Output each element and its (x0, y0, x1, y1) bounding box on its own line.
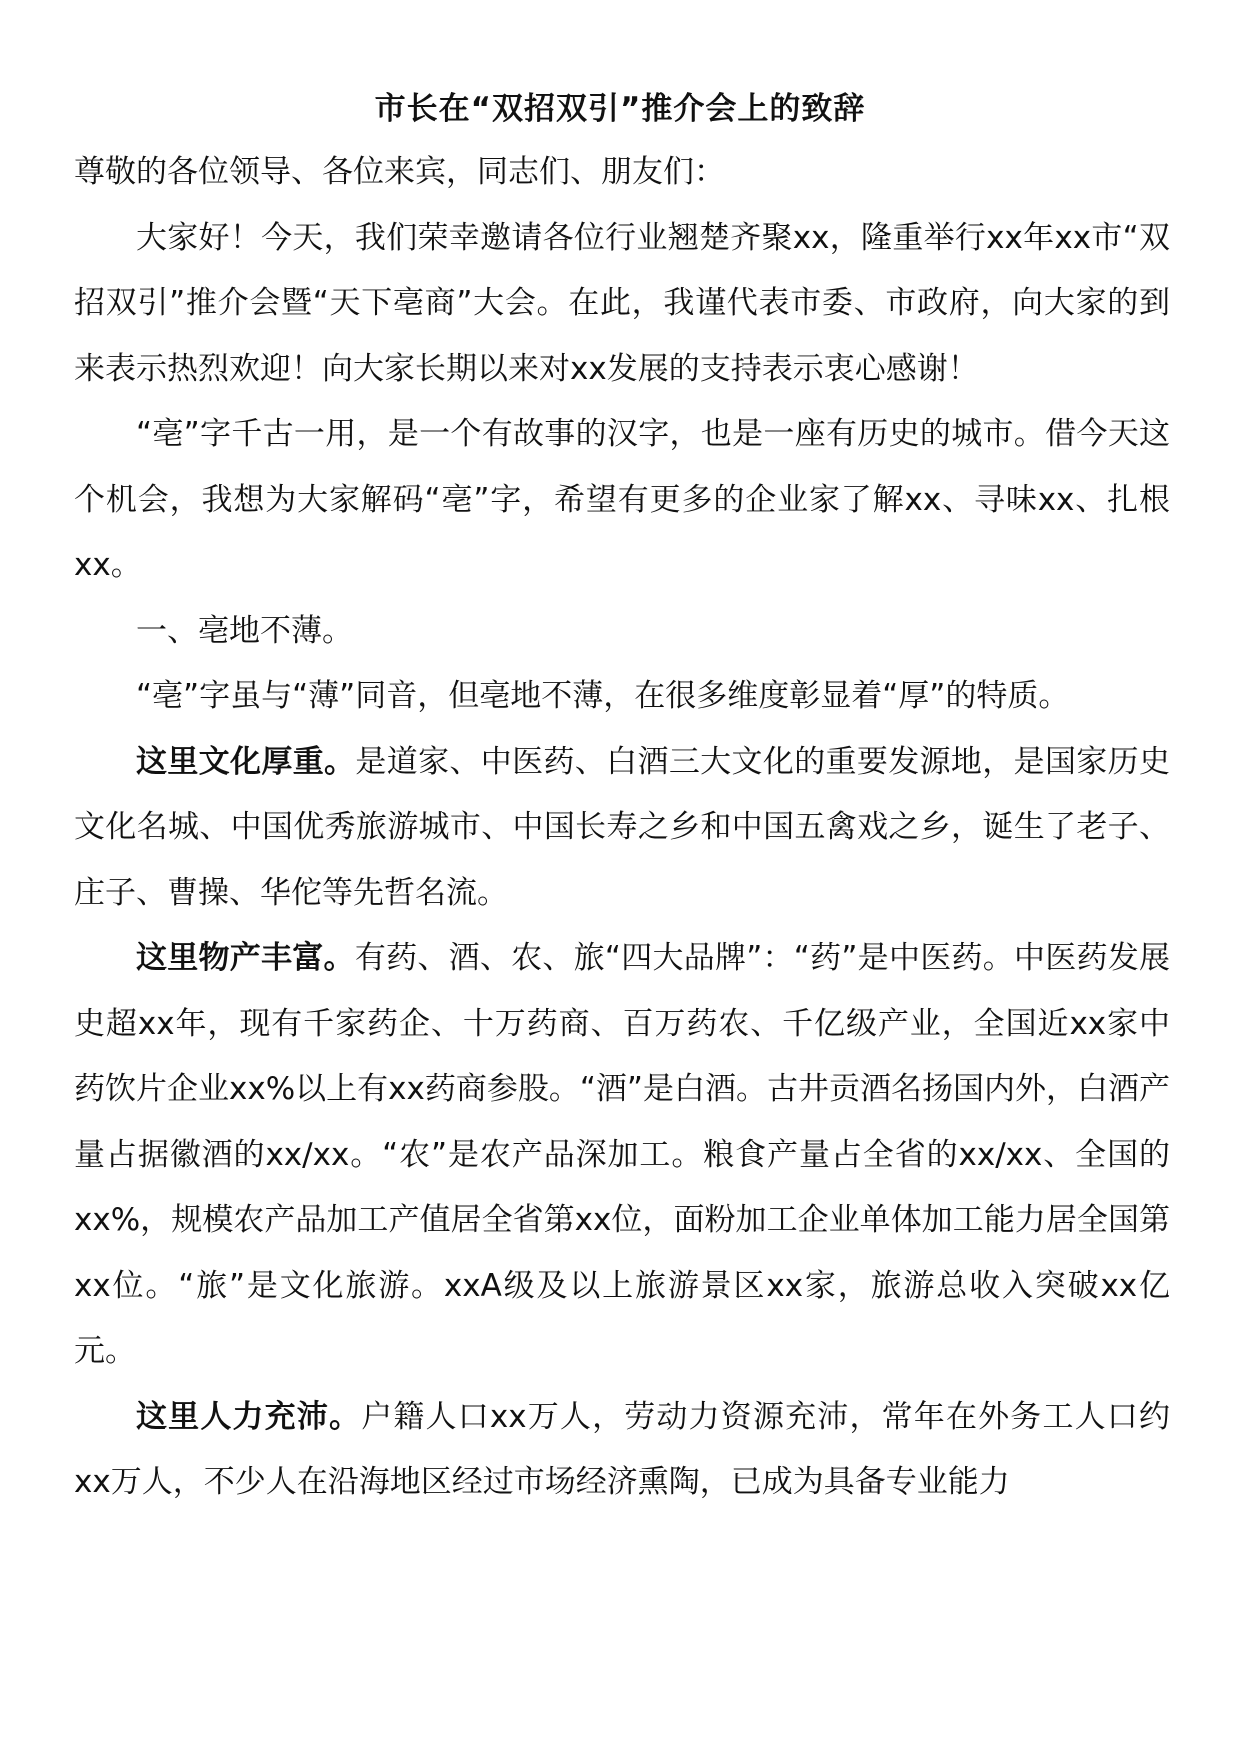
document-title: 市长在“双招双引”推介会上的致辞 (374, 91, 866, 127)
paragraph-workforce (74, 1385, 1170, 1516)
paragraph-section-intro: “亳”字虽与“薄”同音，但亳地不薄，在很多维度彰显着“厚”的特质。 (136, 678, 1070, 714)
paragraph-text: 户籍人口xx万人，劳动力资源充沛，常年在外务工人口约xx万人，不少人在沿海地区经过市场经济熏陶，已成为具备专业能力 (74, 1398, 1170, 1500)
paragraph-introduction: “亳”字千古一用，是一个有故事的汉字，也是一座有历史的城市。借今天这个机会，我想为大家解码“亳”字，希望有更多的企业家了解xx、寻味xx、扎根xx。 (74, 416, 1170, 583)
paragraph-text: 是道家、中医药、白酒三大文化的重要发源地，是国家历史文化名城、中国优秀旅游城市、中国长寿之乡和中国五禽戏之乡，诞生了老子、庄子、曹操、华佗等先哲名流。 (74, 743, 1170, 911)
section-heading: 一、亳地不薄。 (136, 612, 353, 649)
paragraph-greeting: 大家好！今天，我们荣幸邀请各位行业翘楚齐聚xx，隆重举行xx年xx市“双招双引”推介会暨“天下亳商”大会。在此，我谨代表市委、市政府，向大家的到来表示热烈欢迎！向大家长期以来对xx发展的支持表示衷心感谢！ (74, 219, 1170, 387)
paragraph-lead: 这里文化厚重。 (136, 743, 356, 780)
paragraph-products (74, 926, 1170, 1385)
salutation: 尊敬的各位领导、各位来宾，同志们、朋友们： (74, 154, 725, 190)
paragraph-culture (74, 730, 1170, 927)
paragraph-text: 有药、酒、农、旅“四大品牌”：“药”是中医药。中医药发展史超xx年，现有千家药企、十万药商、百万药农、千亿级产业，全国近xx家中药饮片企业xx%以上有xx药商参股。“酒”是白酒。古井贡酒名扬国内外，白酒产量占据徽酒的xx/xx。“农”是农产品深加工。粮食产量占全省的xx/xx、全国的xx%，规模农产品加工产值居全省第xx位，面粉加工企业单体加工能力居全国第xx位。“旅”是文化旅游。xxA级及以上旅游景区xx家，旅游总收入突破xx亿元。 (74, 940, 1170, 1369)
paragraph-lead: 这里物产丰富。 (136, 940, 355, 976)
paragraph-lead: 这里人力充沛。 (136, 1398, 362, 1435)
document-body (74, 140, 1170, 1516)
